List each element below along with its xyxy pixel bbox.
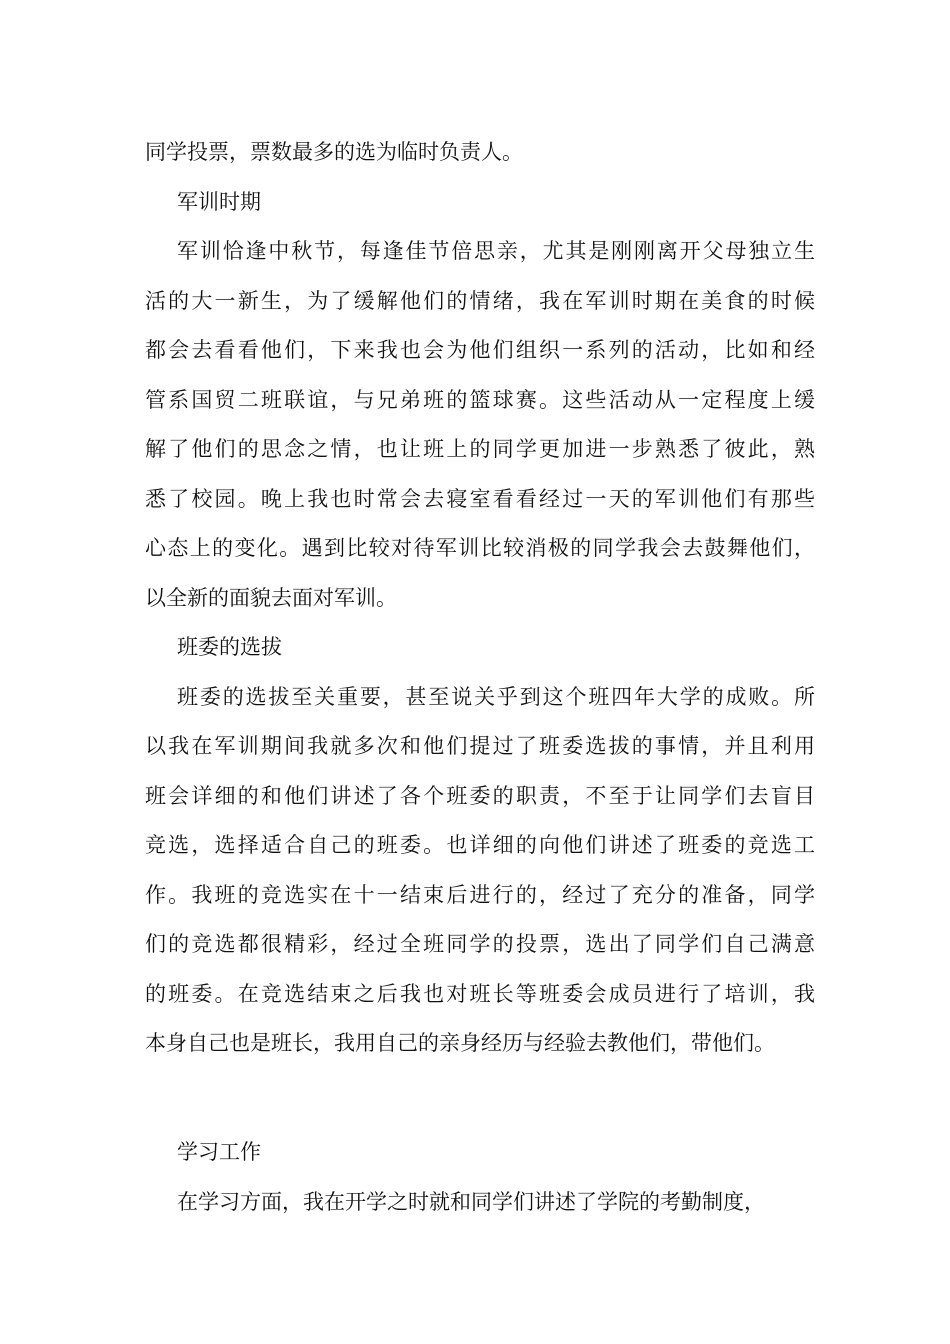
paragraph-line: 以我在军训期间我就多次和他们提过了班委选拔的事情，并且利用 (145, 734, 815, 758)
paragraph-line: 班会详细的和他们讲述了各个班委的职责，不至于让同学们去盲目 (145, 783, 815, 808)
paragraph-line: 的班委。在竞选结束之后我也对班长等班委会成员进行了培训，我 (145, 981, 815, 1006)
paragraph-line: 班委的选拔至关重要，甚至说关乎到这个班四年大学的成败。所 (177, 684, 815, 709)
paragraph-line: 都会去看看他们，下来我也会为他们组织一系列的活动，比如和经 (145, 338, 815, 362)
paragraph-line: 竞选，选择适合自己的班委。也详细的向他们讲述了班委的竞选工 (145, 833, 815, 857)
paragraph-line: 管系国贸二班联谊，与兄弟班的篮球赛。这些活动从一定程度上缓 (145, 387, 815, 412)
section-heading-study-work: 学习工作 (177, 1140, 261, 1164)
paragraph-line: 军训恰逢中秋节，每逢佳节倍思亲，尤其是刚刚离开父母独立生 (177, 239, 815, 263)
paragraph-line: 本身自己也是班长，我用自己的亲身经历与经验去教他们，带他们。 (145, 1031, 775, 1055)
paragraph-line: 以全新的面貌去面对军训。 (145, 585, 397, 610)
paragraph-line: 们的竞选都很精彩，经过全班同学的投票，选出了同学们自己满意 (145, 932, 815, 956)
section-heading-committee-selection: 班委的选拔 (177, 635, 282, 659)
paragraph-line: 解了他们的思念之情，也让班上的同学更加进一步熟悉了彼此，熟 (145, 437, 815, 461)
paragraph-line: 悉了校园。晚上我也时常会去寝室看看经过一天的军训他们有那些 (145, 486, 815, 511)
paragraph-line: 在学习方面，我在开学之时就和同学们讲述了学院的考勤制度， (177, 1189, 765, 1214)
paragraph-line: 同学投票，票数最多的选为临时负责人。 (145, 140, 523, 164)
section-heading-military-training: 军训时期 (177, 189, 261, 214)
blank-line (145, 1069, 815, 1119)
paragraph-line: 作。我班的竞选实在十一结束后进行的，经过了充分的准备，同学 (145, 882, 815, 907)
paragraph-line: 心态上的变化。遇到比较对待军训比较消极的同学我会去鼓舞他们， (145, 536, 815, 560)
document-body (145, 128, 815, 1227)
paragraph-line: 活的大一新生，为了缓解他们的情绪，我在军训时期在美食的时候 (145, 288, 815, 313)
